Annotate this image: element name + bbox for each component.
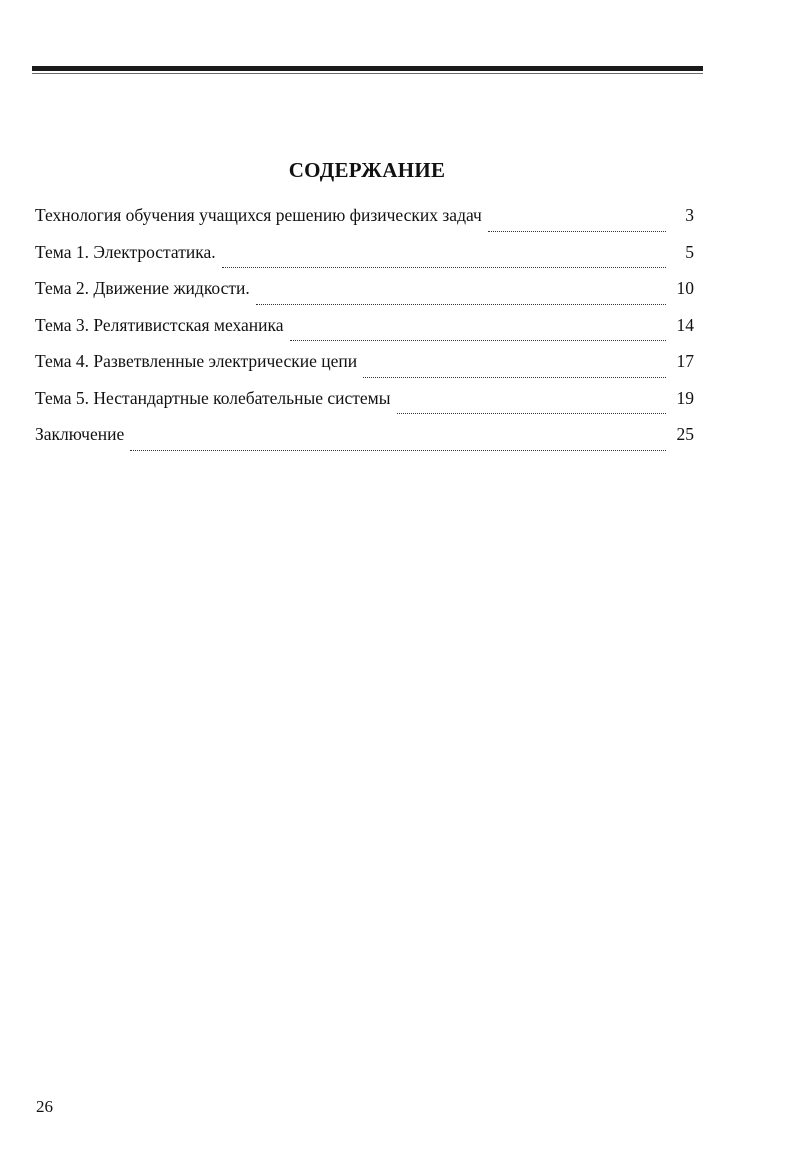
toc-entry-page: 10: [676, 278, 694, 298]
toc-entry-page: 14: [676, 314, 694, 335]
page-number: 26: [36, 1097, 53, 1116]
toc-entry-title: Тема 3. Релятивистская механика: [35, 314, 284, 335]
page-title: СОДЕРЖАНИЕ: [288, 158, 446, 182]
toc-entry-page: 3: [685, 205, 694, 225]
toc-entry-title: Тема 2. Движение жидкости.: [35, 278, 250, 298]
toc-dot-leader: [222, 267, 666, 268]
toc-entry: [35, 315, 694, 352]
toc-entry: [35, 242, 694, 279]
toc-dot-leader: [256, 304, 666, 305]
header-rule-thin: [32, 73, 703, 74]
header-rule: [32, 66, 703, 71]
toc-dot-leader: [130, 450, 666, 451]
toc-entry-title: Заключение: [35, 424, 125, 444]
toc-dot-leader: [397, 413, 667, 414]
toc-entry-title: Технология обучения учащихся решению физических задач: [35, 205, 482, 225]
toc-entry-title: Тема 5. Нестандартные колебательные системы: [35, 387, 391, 408]
toc-dot-leader: [363, 377, 666, 378]
toc-entry-page: 17: [676, 351, 694, 371]
toc-dot-leader: [290, 340, 666, 341]
toc-entry: [35, 388, 694, 425]
toc-entry-page: 25: [676, 424, 694, 444]
toc-entry: [35, 351, 694, 388]
toc-entry: [35, 278, 694, 315]
toc-entry-page: 5: [685, 241, 694, 262]
toc-dot-leader: [488, 231, 666, 232]
toc-entry: [35, 424, 694, 461]
toc-entry: [35, 205, 694, 242]
toc-entry-page: 19: [676, 387, 694, 408]
table-of-contents: [35, 205, 694, 461]
toc-entry-title: Тема 4. Разветвленные электрические цепи: [35, 351, 358, 371]
toc-entry-title: Тема 1. Электростатика.: [35, 241, 216, 262]
